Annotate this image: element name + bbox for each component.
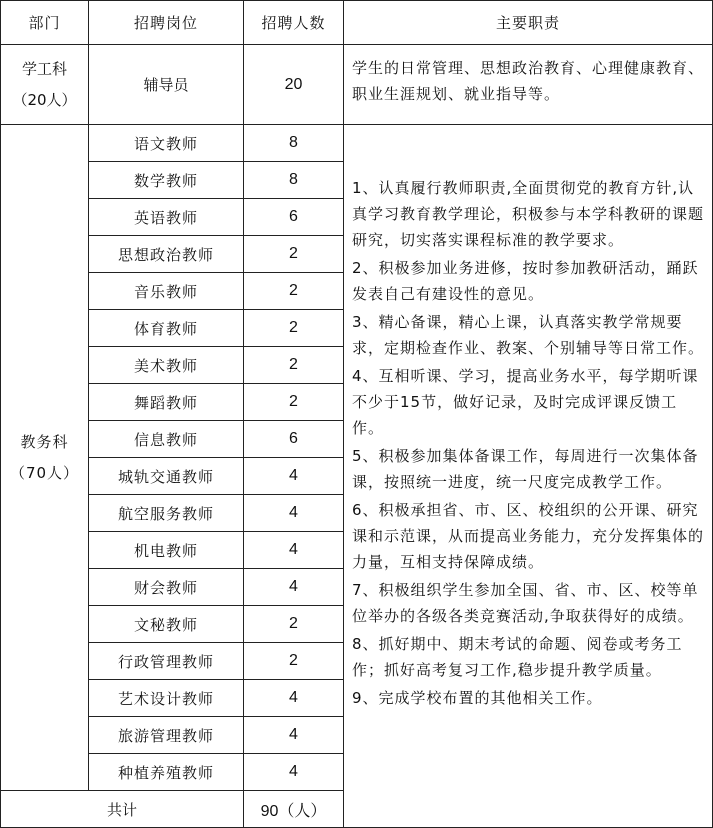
xuegong-row: [1, 45, 713, 125]
total-count: 90（人）: [244, 791, 344, 828]
position-cell: 城轨交通教师: [89, 458, 244, 495]
header-count: 招聘人数: [244, 1, 344, 45]
count-cell: 2: [244, 384, 344, 421]
duty-item: 4、互相听课、学习，提高业务水平，每学期听课不少于15节，做好记录，及时完成评课反馈工作。: [352, 367, 699, 437]
duty-item: 6、积极承担省、市、区、校组织的公开课、研究课和示范课，从而提高业务能力，充分发挥集体的力量，互相支持保障成绩。: [352, 501, 705, 571]
position-cell: 思想政治教师: [89, 236, 244, 273]
count-cell: 2: [244, 606, 344, 643]
count-cell: 8: [244, 125, 344, 162]
count-cell: 2: [244, 273, 344, 310]
duty-item: 1、认真履行教师职责,全面贯彻党的教育方针,认真学习教育教学理论，积极参与本学科教研的课题研究，切实落实课程标准的教学要求。: [352, 179, 705, 249]
jiaowu-dept-cell: [1, 125, 89, 791]
position-cell: 英语教师: [89, 199, 244, 236]
position-cell: 信息教师: [89, 421, 244, 458]
position-cell: 文秘教师: [89, 606, 244, 643]
position-cell: 机电教师: [89, 532, 244, 569]
jiaowu-duties: [344, 125, 713, 828]
header-dept: 部门: [1, 1, 89, 45]
position-cell: 旅游管理教师: [89, 717, 244, 754]
total-label: 共计: [1, 791, 244, 828]
duty-item: 5、积极参加集体备课工作，每周进行一次集体备课，按照统一进度，统一尺度完成教学工作。: [352, 447, 699, 491]
xuegong-dept-name: 学工科: [21, 59, 67, 78]
position-cell: 艺术设计教师: [89, 680, 244, 717]
duty-item: 9、完成学校布置的其他相关工作。: [352, 689, 603, 707]
count-cell: 4: [244, 680, 344, 717]
count-cell: 6: [244, 421, 344, 458]
count-cell: 8: [244, 162, 344, 199]
count-cell: 4: [244, 458, 344, 495]
position-cell: 体育教师: [89, 310, 244, 347]
count-cell: 2: [244, 236, 344, 273]
position-cell: 行政管理教师: [89, 643, 244, 680]
duty-item: 7、积极组织学生参加全国、省、市、区、校等单位举办的各级各类竞赛活动,争取获得好的成绩。: [352, 581, 699, 625]
header-position: 招聘岗位: [89, 1, 244, 45]
position-cell: 种植养殖教师: [89, 754, 244, 791]
count-cell: 2: [244, 643, 344, 680]
header-row: [1, 1, 713, 45]
count-cell: 4: [244, 569, 344, 606]
count-cell: 2: [244, 347, 344, 384]
xuegong-dept-cell: [1, 45, 89, 125]
count-cell: 4: [244, 532, 344, 569]
position-cell: 航空服务教师: [89, 495, 244, 532]
jiaowu-dept-count: （70人）: [9, 463, 80, 482]
xuegong-count: 20: [244, 45, 344, 125]
xuegong-duties: 学生的日常管理、思想政治教育、心理健康教育、职业生涯规划、就业指导等。: [344, 45, 713, 125]
position-cell: 音乐教师: [89, 273, 244, 310]
count-cell: 4: [244, 717, 344, 754]
position-cell: 美术教师: [89, 347, 244, 384]
duty-item: 8、抓好期中、期末考试的命题、阅卷或考务工作；抓好高考复习工作,稳步提升教学质量。: [352, 635, 683, 679]
header-duties: 主要职责: [344, 1, 713, 45]
xuegong-position: 辅导员: [89, 45, 244, 125]
count-cell: 4: [244, 754, 344, 791]
position-cell: 舞蹈教师: [89, 384, 244, 421]
count-cell: 6: [244, 199, 344, 236]
count-cell: 4: [244, 495, 344, 532]
table-row: [1, 125, 713, 162]
position-cell: 数学教师: [89, 162, 244, 199]
xuegong-dept-count: （20人）: [12, 90, 77, 109]
count-cell: 2: [244, 310, 344, 347]
duty-item: 2、积极参加业务进修，按时参加教研活动，踊跃发表自己有建设性的意见。: [352, 259, 699, 303]
duty-item: 3、精心备课，精心上课，认真落实教学常规要求，定期检查作业、教案、个别辅导等日常工作。: [352, 313, 705, 357]
jiaowu-dept-name: 教务科: [20, 432, 69, 451]
position-cell: 语文教师: [89, 125, 244, 162]
position-cell: 财会教师: [89, 569, 244, 606]
